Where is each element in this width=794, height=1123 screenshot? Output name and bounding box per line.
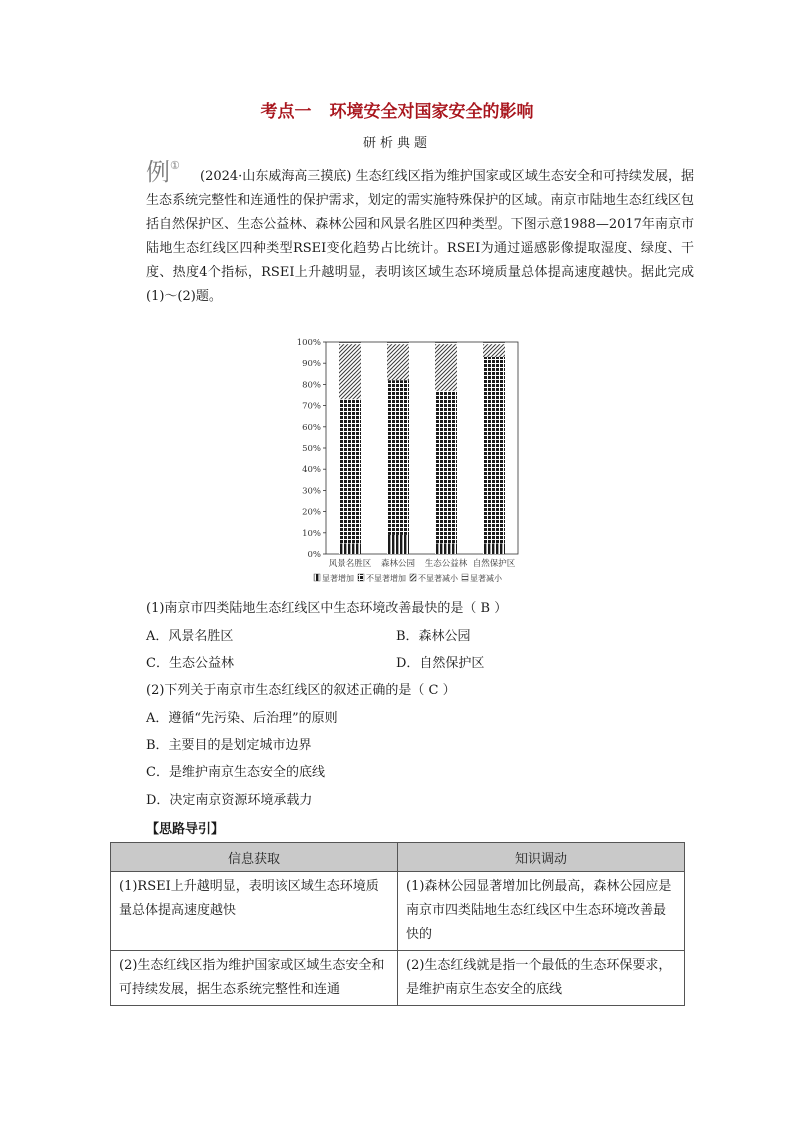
section-subtitle: 研析典题 bbox=[362, 136, 431, 151]
bar-segment bbox=[435, 391, 457, 544]
legend-label: 显著减小 bbox=[470, 574, 502, 583]
example-text: (2024·山东威海高三摸底) 生态红线区指为维护国家或区域生态安全和可持续发展，据生态系统完整性和连通性的保护需求，划定的需实施特殊保护的区域。南京市陆地生态红线区包括自然保护区、生态公益林、森林公园和风景名胜区四种类型。下图示意1988—2017年南京市陆地生态红线区四种类型RSEI变化趋势占比统计。RSEI为通过遥感影像提取湿度、绿度、干度、热度4个指标，RSEI上升越明显，表明该区域生态环境质量总体提高速度越快。据此完成(1)～(2)题。 bbox=[146, 169, 694, 304]
legend-swatch bbox=[410, 574, 416, 581]
question-1-option-c: C．生态公益林 bbox=[146, 656, 234, 671]
guide-header-row bbox=[111, 843, 685, 872]
example-paragraph bbox=[146, 165, 694, 309]
rsei-chart bbox=[292, 336, 532, 588]
x-category-label: 生态公益林 bbox=[424, 559, 468, 569]
y-tick-label: 10% bbox=[302, 528, 321, 539]
bar-segment bbox=[339, 543, 361, 554]
bar-segment bbox=[339, 344, 361, 399]
y-tick-label: 50% bbox=[302, 444, 321, 454]
title-heading: 环境安全对国家安全的影响 bbox=[329, 102, 534, 122]
y-tick-label: 100% bbox=[296, 338, 321, 348]
question-1-stem: (1)南京市四类陆地生态红线区中生态环境改善最快的是（ B ） bbox=[146, 601, 508, 616]
guide-title: 【思路导引】 bbox=[146, 822, 225, 837]
y-tick-label: 90% bbox=[302, 359, 321, 370]
bar-segment bbox=[387, 344, 409, 380]
y-tick-label: 0% bbox=[307, 550, 321, 560]
bar-segment bbox=[483, 357, 505, 544]
y-tick-label: 80% bbox=[302, 380, 321, 391]
guide-header-knowledge: 知识调动 bbox=[398, 843, 685, 872]
bar-segment bbox=[387, 342, 409, 344]
legend-swatch bbox=[314, 574, 320, 581]
bar-segment bbox=[339, 342, 361, 344]
y-tick-label: 30% bbox=[302, 486, 321, 497]
question-2-stem: (2)下列关于南京市生态红线区的叙述正确的是（ C ） bbox=[146, 683, 456, 698]
bar-segment bbox=[339, 399, 361, 543]
page-title bbox=[0, 97, 794, 122]
guide-cell: (2)生态红线就是指一个最低的生态环保要求，是维护南京生态安全的底线 bbox=[398, 951, 685, 1006]
legend-label: 显著增加 bbox=[322, 574, 354, 583]
table-row bbox=[111, 872, 685, 951]
legend-label: 不显著减小 bbox=[418, 574, 458, 583]
example-label: 例 bbox=[146, 158, 170, 186]
legend-swatch bbox=[462, 574, 468, 581]
guide-cell: (1)RSEI上升越明显，表明该区域生态环境质量总体提高速度越快 bbox=[111, 872, 398, 951]
bar-segment bbox=[483, 543, 505, 554]
bar-segment bbox=[483, 342, 505, 344]
x-category-label: 森林公园 bbox=[380, 559, 416, 569]
question-1-option-a: A．风景名胜区 bbox=[146, 629, 234, 644]
bar-segment bbox=[387, 380, 409, 535]
guide-header-info: 信息获取 bbox=[111, 843, 398, 872]
question-2-option-a: A．遵循“先污染、后治理”的原则 bbox=[146, 711, 338, 726]
y-tick-label: 20% bbox=[302, 507, 321, 518]
guide-cell: (1)森林公园显著增加比例最高，森林公园应是南京市四类陆地生态红线区中生态环境改善最快的 bbox=[398, 872, 685, 951]
table-row bbox=[111, 951, 685, 1006]
bar-segment bbox=[435, 342, 457, 344]
title-topic: 考点一 bbox=[260, 102, 312, 122]
question-2-option-b: B．主要目的是划定城市边界 bbox=[146, 738, 312, 753]
bar-segment bbox=[483, 344, 505, 357]
question-2-option-d: D．决定南京资源环境承载力 bbox=[146, 793, 313, 808]
bar-segment bbox=[387, 535, 409, 554]
rsei-chart-svg bbox=[292, 336, 532, 588]
guide-cell: (2)生态红线区指为维护国家或区域生态安全和可持续发展，据生态系统完整性和连通 bbox=[111, 951, 398, 1006]
example-number: ① bbox=[170, 159, 180, 172]
x-category-label: 自然保护区 bbox=[472, 559, 516, 569]
question-1-option-b: B．森林公园 bbox=[396, 629, 471, 644]
legend-label: 不显著增加 bbox=[366, 574, 406, 583]
guide-table bbox=[110, 842, 685, 1006]
x-category-label: 风景名胜区 bbox=[328, 559, 372, 569]
question-1-option-d: D．自然保护区 bbox=[396, 656, 485, 671]
legend-swatch bbox=[358, 574, 364, 581]
y-tick-label: 40% bbox=[302, 465, 321, 476]
bar-segment bbox=[435, 543, 457, 554]
y-tick-label: 70% bbox=[302, 401, 321, 412]
question-2-option-c: C．是维护南京生态安全的底线 bbox=[146, 765, 325, 780]
bar-segment bbox=[435, 344, 457, 391]
y-tick-label: 60% bbox=[302, 422, 321, 433]
